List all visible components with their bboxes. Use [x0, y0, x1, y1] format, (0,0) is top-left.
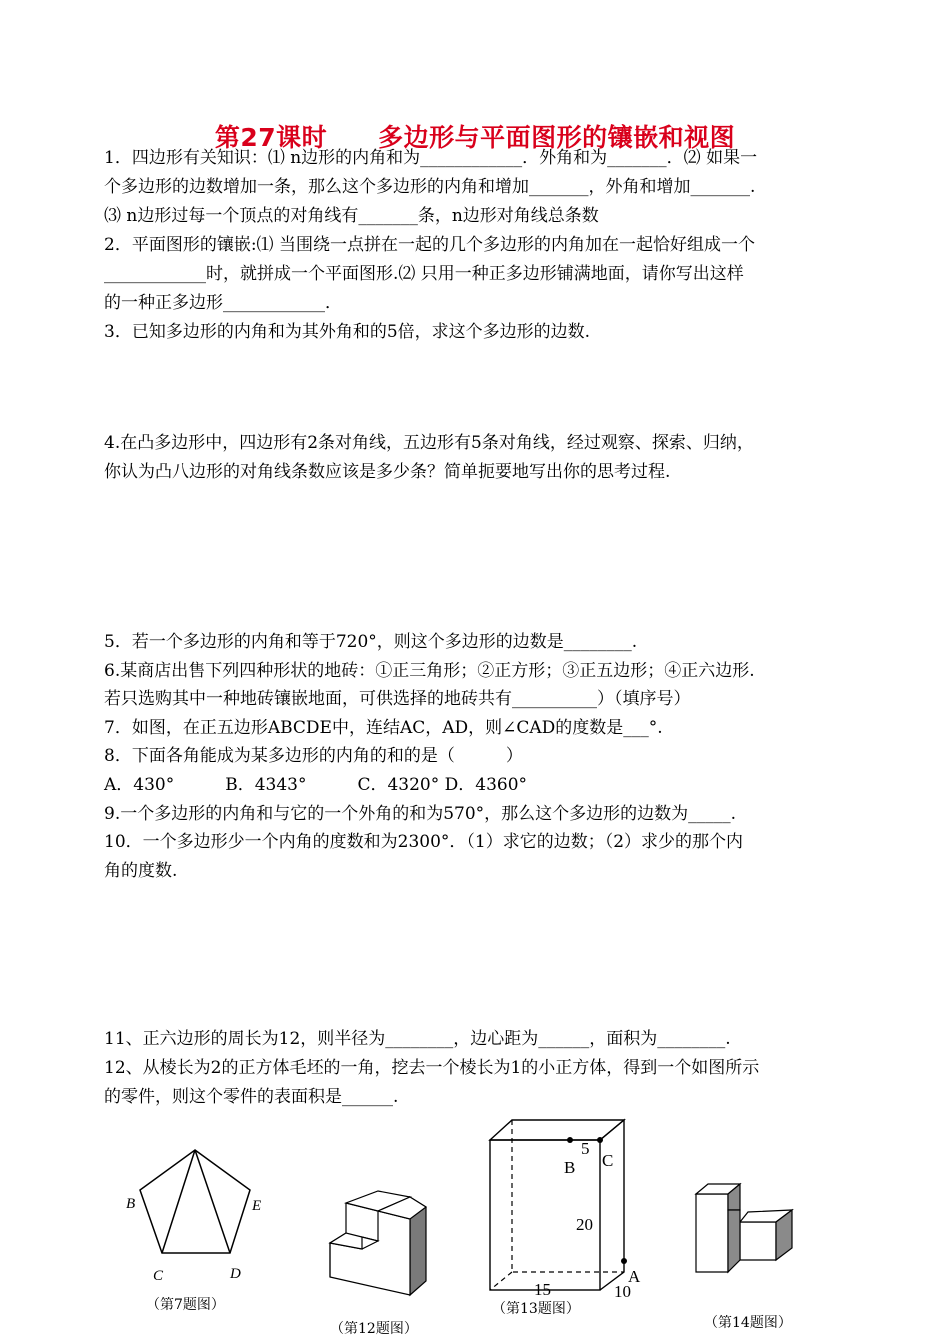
figure-13-caption: （第13题图） — [492, 1301, 580, 1317]
text-line: 2．平面图形的镶嵌:⑴ 当围绕一点拼在一起的几个多边形的内角加在一起恰好组成一个 — [104, 235, 755, 255]
text-line: 个多边形的边数增加一条，那么这个多边形的内角和增加_______，外角和增加_______. — [104, 177, 756, 197]
page-title: 第27课时 多边形与平面图形的镶嵌和视图 — [214, 123, 736, 152]
figure-12-caption: （第12题图） — [330, 1321, 418, 1337]
text-line: 4.在凸多边形中，四边形有2条对角线，五边形有5条对角线，经过观察、探索、归纳， — [104, 433, 754, 453]
label-15: 15 — [534, 1280, 551, 1299]
text-line: 6.某商店出售下列四种形状的地砖：①正三角形；②正方形；③正五边形；④正六边形. — [104, 661, 755, 681]
label-5: 5 — [581, 1139, 590, 1158]
label-10: 10 — [614, 1282, 631, 1301]
text-line: 的一种正多边形____________． — [104, 293, 342, 313]
text-line: 7．如图，在正五边形ABCDE中，连结AC，AD，则∠CAD的度数是___°. — [104, 718, 663, 738]
text-line: A．430° B．4343° C．4320° D．4360° — [104, 775, 528, 795]
text-line: 11、正六边形的周长为12，则半径为________，边心距为______，面积为________. — [104, 1029, 731, 1049]
text-line: ____________时，就拼成一个平面图形.⑵ 只用一种正多边形铺满地面，请你写出这样 — [104, 264, 744, 284]
text-line: 的零件，则这个零件的表面积是______. — [104, 1087, 399, 1107]
text-line: 3．已知多边形的内角和为其外角和的5倍，求这个多边形的边数. — [104, 322, 591, 342]
figure-7-caption: （第7题图） — [146, 1297, 225, 1313]
text-line: 10．一个多边形少一个内角的度数和为2300°．（1）求它的边数；（2）求少的那个内 — [104, 832, 744, 852]
label-a: A — [628, 1267, 641, 1286]
figure-7-pentagon — [120, 1140, 280, 1290]
label-b: B — [126, 1196, 136, 1212]
text-line: 角的度数. — [104, 861, 178, 881]
text-line: 9.一个多边形的内角和与它的一个外角的和为570°，那么这个多边形的边数为_____. — [104, 804, 737, 824]
label-e: E — [252, 1198, 262, 1214]
text-line: 1．四边形有关知识：⑴ n边形的内角和为____________．外角和为_______．⑵ 如果一 — [104, 148, 758, 168]
text-line: 12、从棱长为2的正方体毛坯的一角，挖去一个棱长为1的小正方体，得到一个如图所示 — [104, 1058, 760, 1078]
label-20: 20 — [576, 1215, 593, 1234]
label-c: C — [602, 1151, 614, 1170]
text-line: ⑶ n边形过每一个顶点的对角线有_______条，n边形对角线总条数 — [104, 206, 599, 226]
figure-14-blocks — [692, 1180, 802, 1280]
text-line: 若只选购其中一种地砖镶嵌地面，可供选择的地砖共有__________）（填序号） — [104, 689, 691, 709]
text-line: 8．下面各角能成为某多边形的内角的和的是（ ） — [104, 746, 523, 766]
figure-12-cube-part — [328, 1195, 438, 1305]
label-b: B — [564, 1158, 576, 1177]
label-c: C — [153, 1268, 164, 1284]
figure-13-box — [484, 1116, 654, 1306]
text-line: 5．若一个多边形的内角和等于720°，则这个多边形的边数是________. — [104, 632, 638, 652]
label-d: D — [230, 1266, 241, 1282]
figure-14-caption: （第14题图） — [704, 1315, 792, 1331]
text-line: 你认为凸八边形的对角线条数应该是多少条？简单扼要地写出你的思考过程. — [104, 462, 671, 482]
